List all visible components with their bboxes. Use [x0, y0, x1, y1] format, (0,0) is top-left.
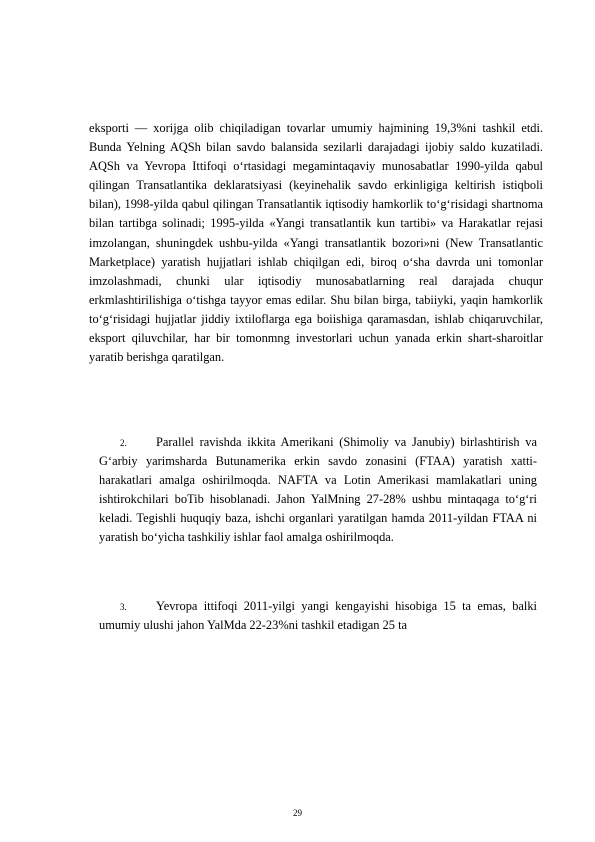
list-item-text: Yevropa ittifoqi 2011-yilgi yangi kengayishi hisobiga 15 ta emas, balki umumiy ulushi jahon YalMda 22-23%ni tashkil etadigan 25 ta	[99, 599, 537, 633]
list-item	[99, 597, 537, 635]
body-paragraph: eksporti — xorijga olib chiqiladigan tovarlar umumiy hajmining 19,3%ni tashkil etdi. Bunda Yelning AQSh bilan savdo balansida sezilarli darajadagi ijobiy saldo kuzatiladi. AQSh va Yevropa Ittifoqi o‘rtasidagi megamintaqaviy munosabatlar 1990-yilda qabul qilingan Transatlantika deklaratsiyasi (keyinehalik savdo erkinligiga keltirish istiqboli bilan), 1998-yilda qabul qilingan Transatlantik iqtisodiy hamkorlik to‘g‘risidagi shartnoma bilan tartibga solinadi; 1995-yilda «Yangi transatlantik kun tartibi» va Harakatlar rejasi imzolangan, shuningdek ushbu-yilda «Yangi transatlantik bozori»ni (New Transatlantic Marketplace) yaratish hujjatlari ishlab chiqilgan edi, biroq o‘sha davrda uni tomonlar imzolashmadi, chunki ular iqtisodiy munosabatlarning real darajada chuqur erkmlashtirilishiga o‘tishga tayyor emas edilar. Shu bilan birga, tabiiyki, yaqin hamkorlik to‘g‘risidagi hujjatlar jiddiy ixtiloflarga ega boiishiga qaramasdan, ishlab chiqaruvchilar, eksport qiluvchilar, har bir tomonmng investorlari uchun yanada erkin shart-sharoitlar yaratib berishga qaratilgan.	[89, 121, 543, 365]
list-item-number: 2.	[120, 438, 127, 448]
page-number: 29	[293, 808, 302, 818]
list-item-number: 3.	[120, 602, 127, 612]
list-item	[99, 433, 537, 548]
list-item-text: Parallel ravishda ikkita Amerikani (Shimoliy va Janubiy) birlashtirish va G‘arbiy yarimsharda Butunamerika erkin savdo zonasini (FTAA) yaratish xatti-harakatlari amalga oshirilmoqda. NAFTA va Lotin Amerikasi mamlakatlari uning ishtirokchilari boTib hisoblanadi. Jahon YalMning 27-28% ushbu mintaqaga to‘g‘ri keladi. Tegishli huquqiy baza, ishchi organlari yaratilgan hamda 2011-yildan FTAA ni yaratish bo‘yicha tashkiliy ishlar faol amalga oshirilmoqda.	[99, 435, 537, 545]
